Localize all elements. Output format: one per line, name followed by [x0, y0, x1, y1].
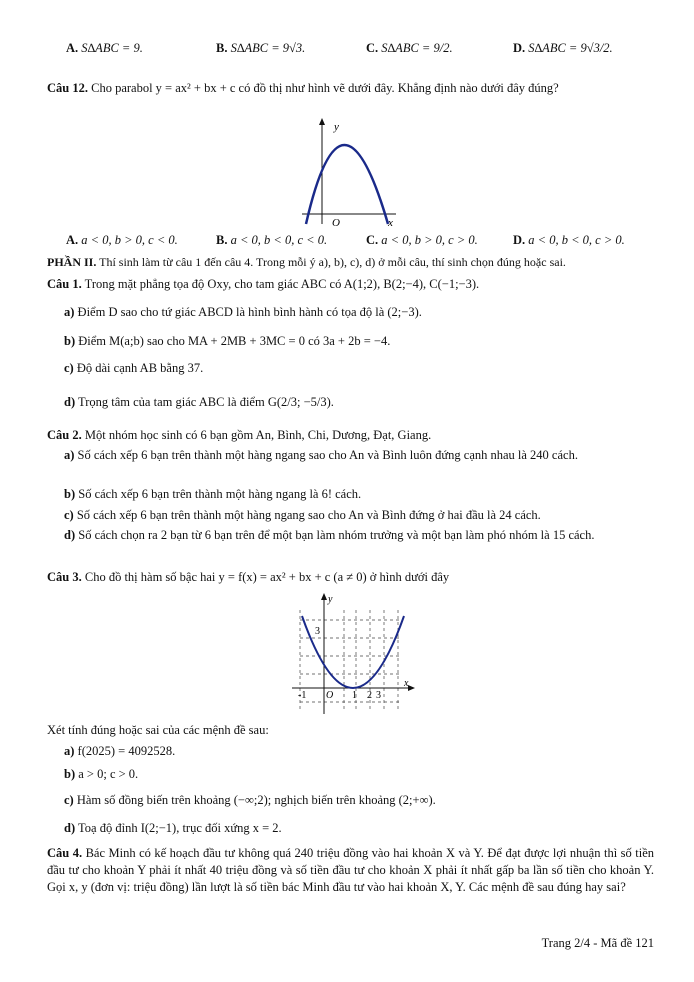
c2-item-a: [47, 447, 654, 464]
option-text: a < 0, b < 0, c < 0.: [230, 233, 328, 247]
parabola-curve: [306, 145, 388, 224]
item-label: b): [64, 334, 76, 348]
c2-stem: [47, 427, 654, 444]
item-label: c): [64, 361, 74, 375]
option-text: a < 0, b > 0, c > 0.: [381, 233, 478, 247]
item-label: a): [64, 305, 75, 319]
y-axis-arrow: [319, 118, 325, 125]
y-label: y: [334, 121, 339, 133]
item-label: b): [64, 767, 76, 781]
option-text: S∆ABC = 9.: [81, 41, 143, 55]
option-label: A.: [66, 41, 79, 55]
part2-heading: [47, 254, 654, 271]
item-label: c): [64, 793, 74, 807]
item-label: d): [64, 395, 76, 409]
q12-option-c: [366, 232, 478, 249]
item-text: Điểm M(a;b) sao cho MA + 2MB + 3MC = 0 có 3a + 2b = −4.: [78, 334, 391, 348]
q11-option-a: [66, 40, 143, 57]
option-label: A.: [66, 233, 79, 247]
q12-stem: [47, 80, 654, 97]
item-text: f(2025) = 4092528.: [77, 744, 176, 758]
c2-item-c: [64, 507, 654, 524]
option-label: C.: [366, 41, 379, 55]
option-text: S∆ABC = 9√3/2.: [528, 41, 613, 55]
item-text: Số cách chọn ra 2 bạn từ 6 bạn trên để một bạn làm nhóm trưởng và một bạn làm phó nhóm là 15 cách.: [78, 528, 595, 542]
option-label: C.: [366, 233, 379, 247]
item-label: a): [64, 448, 75, 462]
item-text: Số cách xếp 6 bạn trên thành một hàng ngang sao cho An và Bình đứng ở hai đầu là 24 cách.: [76, 508, 541, 522]
item-label: b): [64, 487, 76, 501]
y-axis-arrow: [321, 593, 327, 600]
c3-stem: [47, 569, 654, 586]
option-text: a < 0, b > 0, c < 0.: [81, 233, 178, 247]
item-label: c): [64, 508, 74, 522]
x-label: x: [404, 678, 409, 689]
x-label: x: [388, 217, 393, 228]
option-label: D.: [513, 233, 526, 247]
question-label: Câu 4.: [47, 846, 83, 860]
tick-3: 3: [376, 690, 381, 701]
q11-option-b: [216, 40, 305, 57]
q12-option-b: [216, 232, 327, 249]
q11-option-d: [513, 40, 613, 57]
item-label: d): [64, 528, 76, 542]
question-label: Câu 12.: [47, 81, 88, 95]
x-axis-arrow: [408, 685, 415, 691]
question-label: Câu 1.: [47, 277, 82, 291]
tick-neg1: -1: [298, 690, 307, 701]
origin-label: O: [326, 690, 334, 701]
part-title: PHẦN II.: [47, 255, 97, 269]
item-text: a > 0; c > 0.: [78, 767, 139, 781]
origin-label: O: [332, 217, 340, 228]
option-label: D.: [513, 41, 526, 55]
q11-option-c: [366, 40, 453, 57]
c4-stem: [47, 845, 654, 896]
tick-1: 1: [352, 690, 357, 701]
c3-item-c: [64, 792, 654, 809]
question-label: Câu 2.: [47, 428, 82, 442]
c1-item-d: [64, 394, 654, 411]
y-label: y: [328, 594, 333, 605]
tick-y3: 3: [315, 626, 320, 637]
c3-item-d: [64, 820, 654, 837]
item-text: Toạ độ đỉnh I(2;−1), trục đối xứng x = 2.: [78, 821, 282, 835]
page-footer: Trang 2/4 - Mã đề 121: [541, 936, 654, 950]
c3-parabola-graph: [288, 590, 418, 718]
item-text: Điểm D sao cho tứ giác ABCD là hình bình hành có tọa độ là (2;−3).: [77, 305, 422, 319]
question-label: Câu 3.: [47, 570, 82, 584]
question-text: Cho parabol y = ax² + bx + c có đồ thị như hình vẽ dưới đây. Khẳng định nào dưới đây đúng?: [91, 81, 559, 95]
option-text: S∆ABC = 9√3.: [230, 41, 306, 55]
c1-item-c: [64, 360, 654, 377]
c1-stem: [47, 276, 654, 293]
item-text: Số cách xếp 6 bạn trên thành một hàng ngang là 6! cách.: [78, 487, 362, 501]
item-text: Số cách xếp 6 bạn trên thành một hàng ngang sao cho An và Bình luôn đứng cạnh nhau là 240 cách.: [77, 448, 578, 462]
option-label: B.: [216, 41, 228, 55]
c1-item-b: [64, 333, 654, 350]
part-instruction: Thí sinh làm từ câu 1 đến câu 4. Trong mỗi ý a), b), c), d) ở mỗi câu, thí sinh chọn đúng hoặc sai.: [99, 255, 566, 269]
q12-option-d: [513, 232, 625, 249]
q12-option-a: [66, 232, 178, 249]
c2-item-b: [64, 486, 654, 503]
question-text: Cho đồ thị hàm số bậc hai y = f(x) = ax² + bx + c (a ≠ 0) ở hình dưới đây: [84, 570, 450, 584]
option-text: S∆ABC = 9/2.: [381, 41, 453, 55]
item-label: d): [64, 821, 76, 835]
c3-prompt: Xét tính đúng hoặc sai của các mệnh đề sau:: [47, 723, 269, 737]
c3-item-b: [64, 766, 654, 783]
item-text: Độ dài cạnh AB bằng 37.: [76, 361, 204, 375]
c3-item-a: [64, 743, 654, 760]
option-label: B.: [216, 233, 228, 247]
q12-parabola-graph: [300, 116, 400, 228]
item-label: a): [64, 744, 75, 758]
item-text: Hàm số đồng biến trên khoảng (−∞;2); nghịch biến trên khoảng (2;+∞).: [76, 793, 436, 807]
tick-2: 2: [367, 690, 372, 701]
item-text: Trọng tâm của tam giác ABC là điểm G(2/3; −5/3).: [78, 395, 334, 409]
question-text: Bác Minh có kế hoạch đầu tư không quá 240 triệu đồng vào hai khoản X và Y. Để đạt được lợi nhuận thì số tiền đầu tư cho khoản Y phải ít nhất 40 triệu đồng và số tiền đầu tư cho khoản X phải ít nhất gấp ba lần số tiền cho khoản Y. Gọi x, y (đơn vị: triệu đồng) lần lượt là số tiền bác Minh đầu tư vào hai khoản X, Y. Các mệnh đề sau đúng hay sai?: [47, 846, 655, 894]
c1-item-a: [64, 304, 654, 321]
c2-item-d: [47, 527, 654, 544]
question-text: Một nhóm học sinh có 6 bạn gồm An, Bình, Chi, Dương, Đạt, Giang.: [84, 428, 432, 442]
question-text: Trong mặt phẳng tọa độ Oxy, cho tam giác ABC có A(1;2), B(2;−4), C(−1;−3).: [84, 277, 480, 291]
option-text: a < 0, b < 0, c > 0.: [528, 233, 625, 247]
